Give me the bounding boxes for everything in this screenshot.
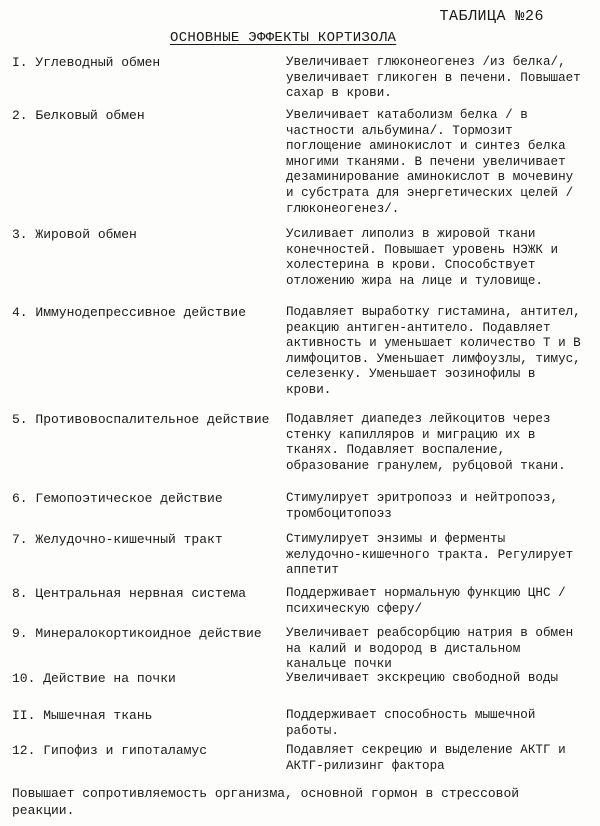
row-effect: Поддерживает нормальную функцию ЦНС /психическую сферу/ <box>286 586 566 616</box>
row-label: 10. Действие на почки <box>12 671 176 686</box>
table-number: ТАБЛИЦА №26 <box>439 8 544 25</box>
row-effect: Усиливает липолиз в жировой ткани конечностей. Повышает уровень НЭЖК и холестерина в крови. Способствует отложению жира на лице и туловище. <box>286 227 559 288</box>
row-effect: Стимулирует энзимы и ферменты желудочно-кишечного тракта. Регулирует аппетит <box>286 532 574 578</box>
row-label: I. Углеводный обмен <box>12 55 161 70</box>
row-label: 4. Иммунодепрессивное действие <box>12 305 247 320</box>
row-effect: Подавляет выработку гистамина, антител, реакцию антиген-антитело. Подавляет активность и уменьшает количество Т и В лимфоцитов. Уменьшает лимфоузлы, тимус, селезенку. Уменьшает эозинофилы в крови. <box>286 305 581 397</box>
page-title: ОСНОВНЫЕ ЭФФЕКТЫ КОРТИЗОЛА <box>170 30 397 46</box>
row-label: 7. Желудочно-кишечный тракт <box>12 532 223 547</box>
row-label: 8. Центральная нервная система <box>12 586 247 601</box>
row-effect: Увеличивает катаболизм белка / в частности альбумина/. Тормозит поглощение аминокислот и синтез белка многими тканями. В печени увеличивает дезаминирование аминокислот в мочевину и субстрата для энергетических целей /глюконеогенез/. <box>286 108 574 216</box>
row-label: 6. Гемопоэтическое действие <box>12 491 223 506</box>
row-effect: Подавляет диапедез лейкоцитов через стенку капилляров и миграцию их в тканях. Подавляет воспаление, образование гранулем, рубцовой ткани. <box>286 412 566 473</box>
footer-note: Повышает сопротивляемость организма, основной гормон в стрессовой реакции. <box>12 786 520 818</box>
row-effect: Поддерживает способность мышечной работы. <box>286 708 536 738</box>
row-effect: Увеличивает реабсорбцию натрия в обмен на калий и водород в дистальном канальце почки <box>286 626 574 672</box>
row-label: 9. Минералокортикоидное действие <box>12 626 262 641</box>
row-effect: Увеличивает глюконеогенез /из белка/, увеличивает гликоген в печени. Повышает сахар в крови. <box>286 55 581 101</box>
row-effect: Стимулирует эритропоэз и нейтропоэз, тромбоцитопоэз <box>286 491 559 521</box>
row-label: 12. Гипофиз и гипоталамус <box>12 743 208 758</box>
row-label: II. Мышечная ткань <box>12 708 153 723</box>
row-label: 3. Жировой обмен <box>12 227 137 242</box>
row-effect: Подавляет секрецию и выделение АКТГ и АКТГ-рилизинг фактора <box>286 743 566 773</box>
row-effect: Увеличивает экскрецию свободной воды <box>286 671 559 685</box>
row-label: 2. Белковый обмен <box>12 108 145 123</box>
row-label: 5. Противовоспалительное действие <box>12 412 270 427</box>
